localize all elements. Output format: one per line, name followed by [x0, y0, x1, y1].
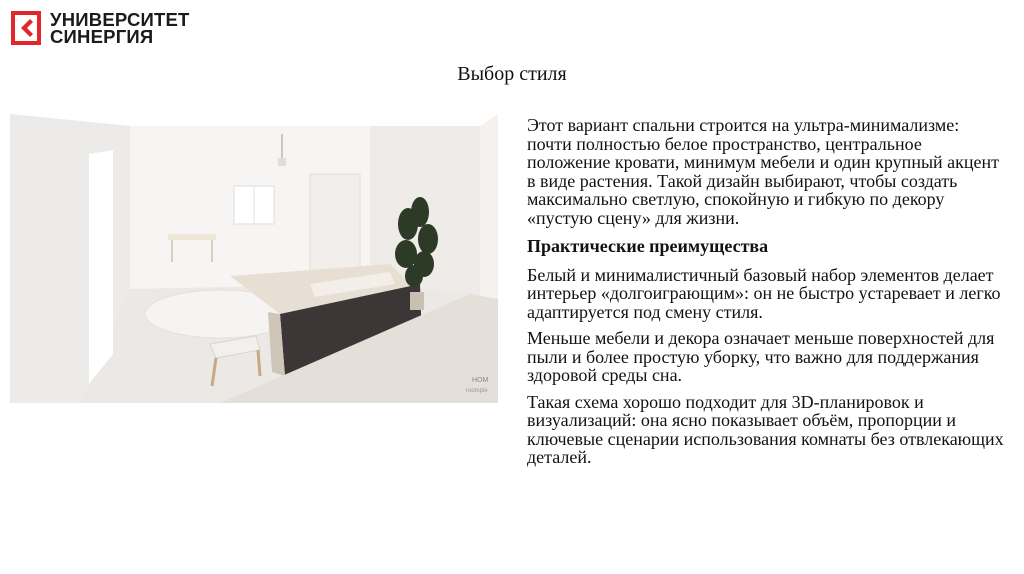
- plant-pot: [410, 292, 424, 310]
- logo-line-1: УНИВЕРСИТЕТ: [50, 9, 190, 30]
- watermark-1: HOM: [472, 377, 489, 384]
- benefit-paragraph-3: Такая схема хорошо подходит для 3D-планировок и визуализаций: она ясно показывает объём, пропорции и ключевые сценарии использования комнаты без отвлекающих деталей.: [527, 391, 1004, 467]
- desk: [168, 234, 216, 240]
- logo: [11, 11, 190, 45]
- watermark-2: roomple: [466, 388, 488, 394]
- benefit-paragraph-2: Меньше мебели и декора означает меньше поверхностей для пыли и более простую уборку, что важно для поддержания здоровой среды сна.: [527, 328, 995, 385]
- section-heading: Практические преимущества: [527, 236, 769, 256]
- logo-text: [50, 11, 190, 45]
- benefit-paragraph-1: Белый и минималистичный базовый набор элементов делает интерьер «долгоиграющим»: он не быстро устаревает и легко адаптируется под смену стиля.: [527, 264, 1001, 322]
- synergy-logo-icon: [11, 11, 41, 45]
- logo-line-2: СИНЕРГИЯ: [50, 26, 154, 47]
- page-title: Выбор стиля: [457, 63, 567, 85]
- intro-paragraph: Этот вариант спальни строится на ультра-минимализме: почти полностью белое пространство, центральное положение кровати, минимум мебели и один крупный акцент в виде растения. Такой дизайн выбирают, чтобы создать максимально светлую, спокойную и гибкую по декору «пустую сцену» для жизни.: [527, 115, 1000, 228]
- description: [527, 116, 1007, 475]
- bedroom-photo: [10, 114, 498, 403]
- doorway: [89, 150, 113, 384]
- bedroom-render-illustration: [10, 114, 498, 403]
